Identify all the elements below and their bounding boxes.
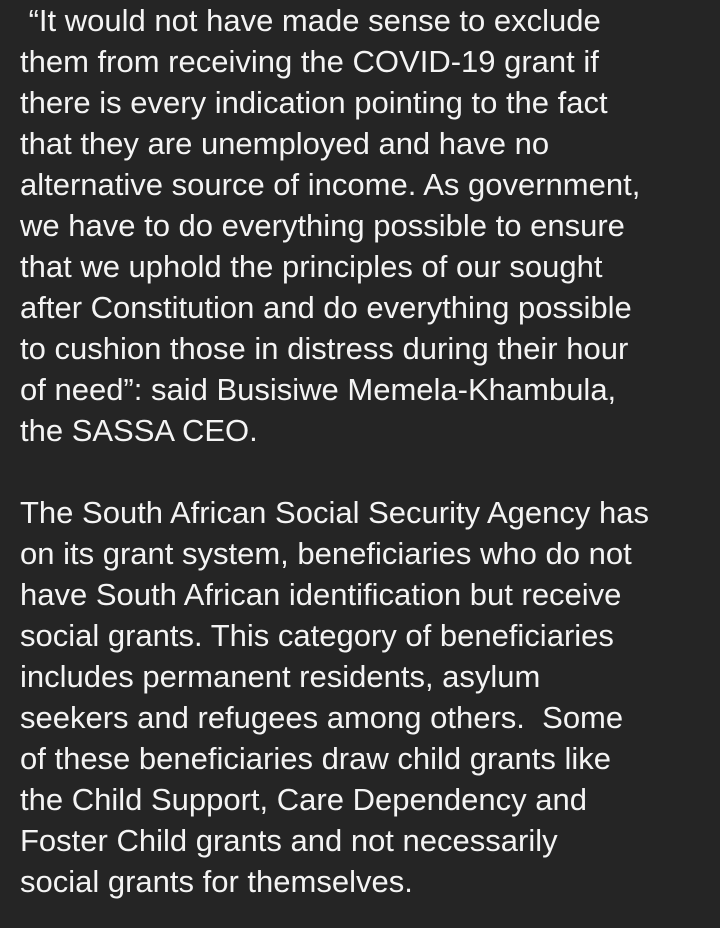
message-body	[20, 0, 710, 902]
text-line: seekers and refugees among others. Some	[20, 700, 624, 735]
text-line: the Child Support, Care Dependency and	[20, 782, 587, 817]
text-line: of these beneficiaries draw child grants like	[20, 741, 612, 776]
text-line: that they are unemployed and have no	[20, 126, 550, 161]
text-line: we have to do everything possible to ensure	[20, 208, 625, 243]
text-line: social grants for themselves.	[20, 864, 413, 899]
text-line: have South African identification but receive	[20, 577, 622, 612]
text-line: them from receiving the COVID-19 grant if	[20, 44, 599, 79]
text-line: there is every indication pointing to the fact	[20, 85, 608, 120]
text-line: that we uphold the principles of our sought	[20, 249, 603, 284]
text-line: to cushion those in distress during their hour	[20, 331, 629, 366]
text-line: includes permanent residents, asylum	[20, 659, 541, 694]
body-paragraph	[20, 492, 710, 902]
text-line: Foster Child grants and not necessarily	[20, 823, 558, 858]
text-line: “It would not have made sense to exclude	[20, 3, 601, 38]
text-line: The South African Social Security Agency has	[20, 495, 649, 530]
text-line: after Constitution and do everything possible	[20, 290, 632, 325]
paragraph-spacer	[20, 451, 710, 492]
text-line: social grants. This category of beneficiaries	[20, 618, 614, 653]
text-line: alternative source of income. As government,	[20, 167, 641, 202]
text-line: the SASSA CEO.	[20, 413, 258, 448]
text-line: of need”: said Busisiwe Memela-Khambula,	[20, 372, 617, 407]
text-line: on its grant system, beneficiaries who do not	[20, 536, 632, 571]
quote-paragraph	[20, 0, 710, 451]
